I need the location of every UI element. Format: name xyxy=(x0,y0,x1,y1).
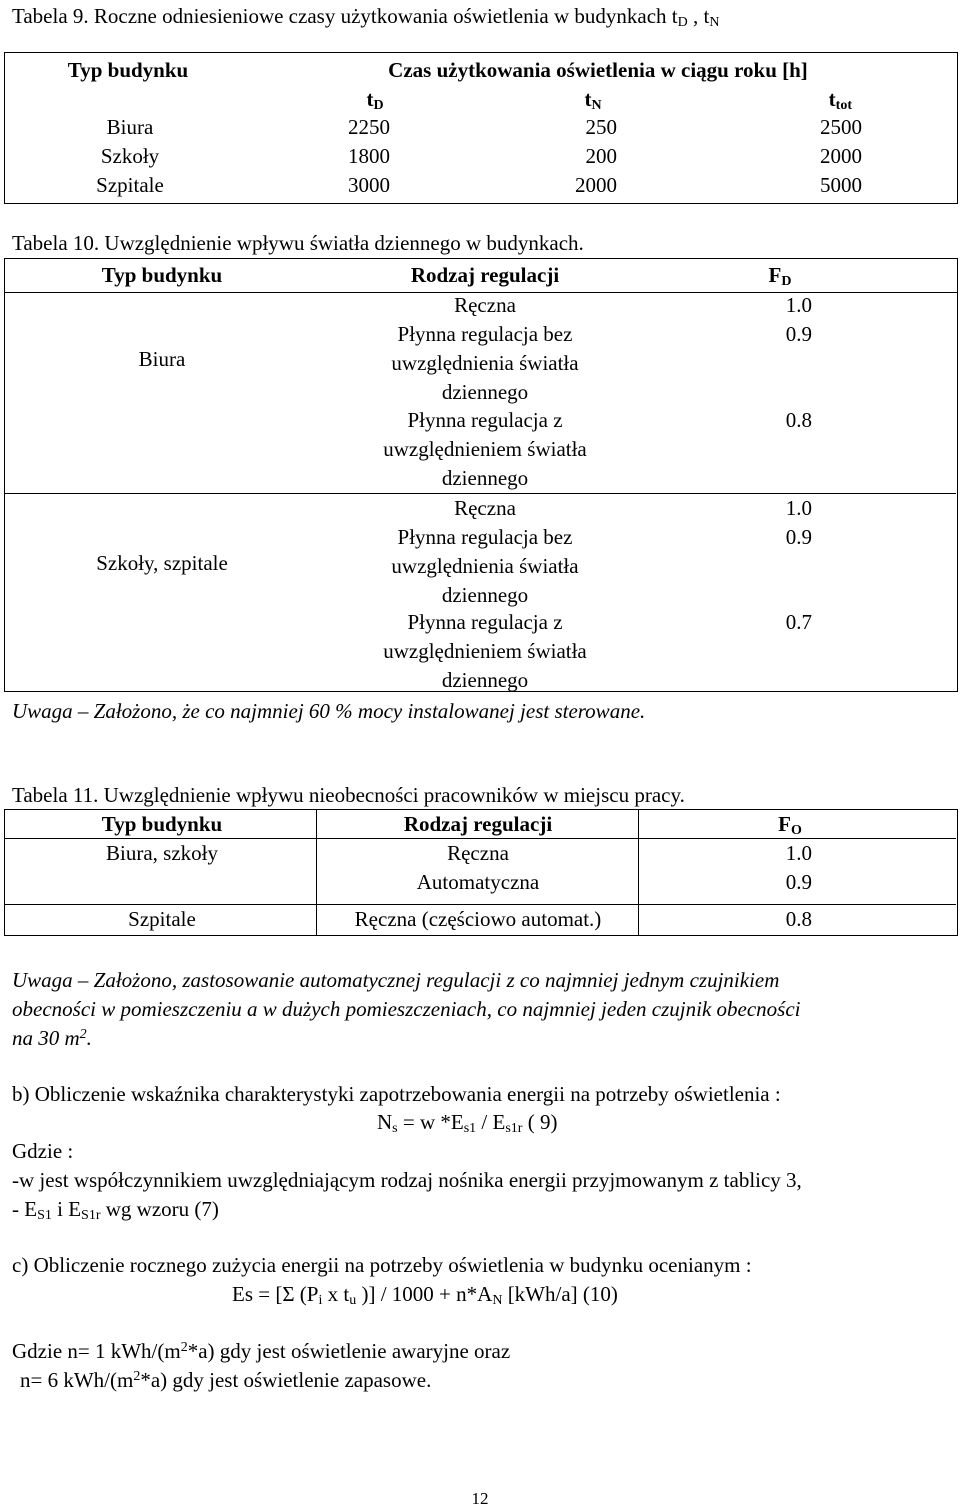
table11-f: 1.0 xyxy=(785,841,812,865)
table11-reg: Ręczna (częściowo automat.) xyxy=(354,907,602,931)
table9-cell-ttot: 5000 xyxy=(820,173,862,197)
table10-head-type: Typ budynku xyxy=(101,263,223,287)
table10-reg: Płynna regulacja z uwzględnieniem światła dziennego xyxy=(383,408,587,490)
table10-f: 0.7 xyxy=(785,610,812,634)
section-b-w-line: -w jest współczynnikiem uwzględniającym rodzaj nośnika energii przyjmowanym z tablicy 3, xyxy=(12,1168,802,1192)
table9-cell-ttot: 2500 xyxy=(820,115,862,139)
table10-reg: Ręczna xyxy=(454,496,516,520)
table9-head-time: Czas użytkowania oświetlenia w ciągu roku [h] xyxy=(388,58,808,82)
table9-cell-tn: 250 xyxy=(585,115,617,139)
section-c-line2: n= 6 kWh/$(m^2*a)$ gdy jest oświetlenie zapasowe. xyxy=(20,1368,432,1392)
table10-f: 0.9 xyxy=(785,525,812,549)
formula-10: Es = [Σ ($P_i$ x $t_u$ )] / $1000 + n*A_N$ [kWh/a] (10) xyxy=(232,1282,618,1308)
table11-col-divider xyxy=(638,809,639,935)
section-b-e-line: - $E_{S1}$ i $E_{S1r}$ wg wzoru (7) xyxy=(12,1197,219,1223)
table10-reg: Ręczna xyxy=(454,293,516,317)
table10-reg: Płynna regulacja bez uwzględnienia światła dziennego xyxy=(391,525,579,607)
table9-cell-td: 2250 xyxy=(348,115,390,139)
table11-row-name: Biura, szkoły xyxy=(106,841,218,865)
section-c-line1: Gdzie n= 1 kWh/$(m^2*a)$ gdy jest oświetlenie awaryjne oraz xyxy=(12,1339,511,1363)
table9-caption: Tabela 9. Roczne odniesieniowe czasy użytkowania oświetlenia w budynkach $t_D$ , $t_N$ xyxy=(12,4,720,30)
table9-head-tn: $t_N$ xyxy=(584,87,602,113)
table11-f: 0.8 xyxy=(785,907,812,931)
table9-cell-td: 1800 xyxy=(348,144,390,168)
table10-note: Uwaga – Założono, że co najmniej 60 % mocy instalowanej jest sterowane. xyxy=(12,699,646,723)
page-number: 12 xyxy=(471,1489,489,1508)
table11-head-f: $F_O$ xyxy=(778,812,802,838)
note2-line2: obecności w pomieszczeniu a w dużych pomieszczeniach, co najmniej jeden czujnik obecności xyxy=(12,997,801,1021)
note2-line1: Uwaga – Założono, zastosowanie automatycznej regulacji z co najmniej jednym czujnikiem xyxy=(12,968,780,992)
table9-row-name: Biura xyxy=(106,115,154,139)
table11-head-reg: Rodzaj regulacji xyxy=(403,812,553,836)
table9-cell-tn: 200 xyxy=(585,144,617,168)
table11-row-name: Szpitale xyxy=(128,907,196,931)
table11-caption: Tabela 11. Uwzględnienie wpływu nieobecności pracowników w miejscu pracy. xyxy=(12,783,685,807)
table10-group-name: Biura xyxy=(138,347,186,371)
table10-f: 1.0 xyxy=(785,293,812,317)
section-b-gdzie: Gdzie : xyxy=(12,1139,74,1163)
table11-head-type: Typ budynku xyxy=(101,812,223,836)
formula-9: $N_s = w$ $*E_{s1} / E_{s1r}$ ( 9) xyxy=(377,1110,558,1136)
table10-head-reg: Rodzaj regulacji xyxy=(410,263,560,287)
table9-head-type: Typ budynku xyxy=(67,58,189,82)
section-b-title: b) Obliczenie wskaźnika charakterystyki zapotrzebowania energii na potrzeby oświetlenia : xyxy=(12,1082,781,1106)
table9-cell-td: 3000 xyxy=(348,173,390,197)
table10-caption: Tabela 10. Uwzględnienie wpływu światła dziennego w budynkach. xyxy=(12,231,584,255)
table11-reg: Ręczna xyxy=(447,841,509,865)
section-c-title: c) Obliczenie rocznego zużycia energii na potrzeby oświetlenia w budynku ocenianym : xyxy=(12,1253,752,1277)
table9-row-name: Szpitale xyxy=(96,173,164,197)
table9-head-ttot: $t_{tot}$ xyxy=(828,87,852,113)
table10-reg: Płynna regulacja z uwzględnieniem światła dziennego xyxy=(383,610,587,692)
table9-row-name: Szkoły xyxy=(100,144,160,168)
table11-f: 0.9 xyxy=(785,870,812,894)
table9-cell-tn: 2000 xyxy=(575,173,617,197)
table10-f: 0.8 xyxy=(785,408,812,432)
table10-f: 1.0 xyxy=(785,496,812,520)
table10-head-f: $F_D$ xyxy=(768,263,792,289)
table10-f: 0.9 xyxy=(785,322,812,346)
table9-cell-ttot: 2000 xyxy=(820,144,862,168)
note2-line3: na 30 $m^2$. xyxy=(12,1026,92,1050)
table10-group-name: Szkoły, szpitale xyxy=(96,551,228,575)
table11-col-divider xyxy=(316,809,317,935)
table9-head-td: $t_D$ xyxy=(366,87,384,113)
table11-reg: Automatyczna xyxy=(416,870,540,894)
table10-reg: Płynna regulacja bez uwzględnienia światła dziennego xyxy=(391,322,579,404)
